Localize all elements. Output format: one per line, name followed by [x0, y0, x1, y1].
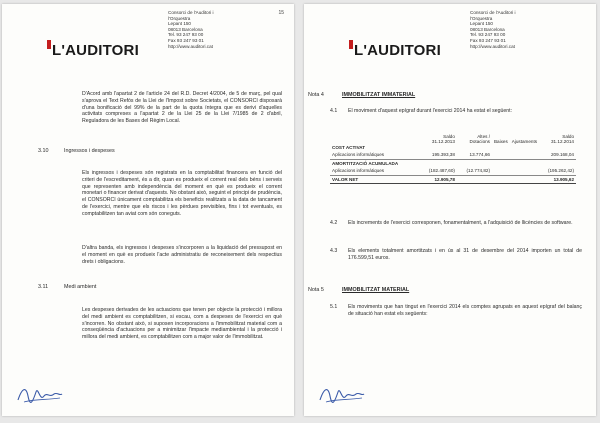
subsection-number: 4.2 — [330, 220, 338, 226]
table-row — [330, 151, 576, 159]
logo-mark-icon — [349, 40, 353, 49]
letterhead-address — [168, 10, 214, 49]
table-body — [330, 144, 576, 184]
table-row — [330, 144, 576, 151]
table-cell-label: Aplicacions informàtiques — [330, 151, 420, 159]
address-line: 08013 Barcelona — [168, 26, 203, 32]
table-header-cell: Saldo 31.12.2014 — [551, 134, 574, 144]
table-cell: 13.774,66 — [457, 151, 492, 159]
subsection-text: Els moviments que han tingut en l'exercici 2014 els comptes agrupats en aquest epígraf del balanç de situació han estat els següents: — [348, 304, 582, 317]
subsection-number: 5.1 — [330, 304, 338, 310]
table-cell — [492, 151, 510, 159]
table-cell — [457, 144, 492, 151]
table-cell — [492, 167, 510, 175]
table-header-row — [330, 134, 576, 144]
subsection-text: El moviment d'aquest epígraf durant l'exercici 2014 ha estat el següent: — [348, 108, 513, 114]
address-line: Tel. 93 247 93 00 — [168, 32, 204, 38]
table-cell — [510, 144, 539, 151]
paragraph: Les despeses derivades de les actuacions que tenen per objecte la protecció i millora del medi ambient es comptabilitzen, si escau, com a despeses de l'exercici en què s'incorren. No obstant això, si suposen incorporacions a l'immobilitzat material com a conseqüència d'actuacions per a minimitzar l'impacte mediambiental i la protecció i millora del medi ambient, es comptabilitzen com a major valor de l'immobilitzat. — [82, 307, 282, 341]
address-line: Consorci de l'Auditori i — [470, 10, 516, 15]
auditori-logo — [349, 40, 441, 59]
table-cell — [539, 144, 576, 151]
table-cell — [457, 159, 492, 167]
logo-mark-icon — [47, 40, 51, 49]
table-cell — [420, 159, 457, 167]
section-heading — [38, 148, 115, 154]
subsection-text: Els elements totalment amortitzats i en ús al 31 de desembre del 2014 importen un total de 176.599,51 euros. — [348, 248, 582, 261]
address-line: l'Orquestra — [470, 15, 493, 21]
movements-table — [330, 134, 576, 184]
logo-text: L'AUDITORI — [52, 42, 139, 59]
document-page-right — [304, 4, 596, 416]
table-cell — [492, 144, 510, 151]
section-title: Ingressos i despeses — [64, 148, 115, 154]
note-number: Nota 5 — [308, 287, 324, 293]
note-title: IMMOBILITZAT IMMATERIAL — [342, 92, 416, 98]
table-cell — [539, 159, 576, 167]
table-header-cell: Ajustaments — [511, 139, 538, 144]
note-number: Nota 4 — [308, 92, 324, 98]
section-number: 3.10 — [38, 148, 49, 154]
signature-icon — [316, 382, 366, 406]
subsection — [330, 248, 582, 262]
subsection — [330, 108, 582, 116]
table-row — [330, 159, 576, 167]
table-cell: (182.487,60) — [420, 167, 457, 175]
paragraph: Els ingressos i despeses són registrats en la comptabilitat financera en funció del criteri de l'escreditament, és a dir, quan es produeix el corrent real dels béns i serveis que representen amb independència del moment en què es produeix el corrent monetari o financer derivat d'aquests. No obstant això, seguint el principi de prudència, el CONSORCI únicament comptabilitza els beneficis realitzats a la data de tancament de l'exercici, mentre que els riscos i les pèrdues previsibles, fins i tot eventuals, es comptabilitzen tan aviat com són coneguts. — [82, 170, 282, 217]
page-number: 15 — [278, 10, 284, 16]
table-cell-label: COST ACTIVAT — [332, 145, 366, 150]
address-line: Lepant 150 — [168, 21, 191, 27]
auditori-logo — [47, 40, 139, 59]
logo-text: L'AUDITORI — [354, 42, 441, 59]
note-title: IMMOBILITZAT MATERIAL — [342, 287, 410, 293]
table-cell: 195.393,38 — [420, 151, 457, 159]
table-cell-label: Aplicacions informàtiques — [330, 167, 420, 175]
table-cell-label: AMORTITZACIÓ ACUMULADA — [332, 160, 399, 166]
note-heading — [308, 287, 409, 293]
table-cell-label: VALOR NET — [330, 175, 420, 183]
signature-icon — [14, 382, 64, 406]
address-line: 08013 Barcelona — [470, 26, 505, 32]
table-cell — [510, 175, 539, 183]
paragraph: D'altra banda, els ingressos i despeses s'incorporen a la liquidació del pressupost en el moment en què es produeix l'acte administratiu de reconeixement dels respectius drets i obligacions. — [82, 245, 282, 265]
address-line: Tel. 93 247 93 00 — [470, 32, 506, 38]
address-line: l'Orquestra — [168, 15, 191, 21]
table-header-cell: Saldo 31.12.2013 — [431, 134, 455, 144]
table-header-cell: Baixes — [493, 139, 508, 144]
section-heading — [38, 284, 96, 290]
table-cell — [492, 159, 510, 167]
table-header-cell — [330, 134, 420, 144]
paragraph: D'Acord amb l'apartat 2 de l'article 24 del R.D. Decret 4/2004, de 5 de març, pel qual s'aprova el Text Refós de la Llei de l'Impost sobre Societats, el CONSORCI disposarà d'una bonificació del 99% de la part de la quota íntegra que es derivi d'aquelles activitats compreses a l'apartat 2 de la Llei 25 de la Llei 7/1985 de 2 d'abril, Reguladora de les Bases del Règim Local. — [82, 91, 282, 125]
table-header-cell: Altes / Dotacions — [469, 134, 490, 144]
table-cell: 13.905,62 — [539, 175, 576, 183]
note-heading — [308, 92, 415, 98]
table-cell: 209.168,04 — [539, 151, 576, 159]
table-cell — [492, 175, 510, 183]
table-cell — [510, 167, 539, 175]
subsection-number: 4.1 — [330, 108, 338, 114]
subsection — [330, 220, 582, 234]
subsection-text: Els increments de l'exercici corresponen, fonamentalment, a l'adquisició de llicències de software. — [348, 220, 573, 226]
table-row — [330, 167, 576, 175]
address-line: http://www.auditori.cat — [470, 43, 515, 49]
document-page-left — [2, 4, 294, 416]
address-line: Consorci de l'Auditori i — [168, 10, 214, 15]
table-cell — [420, 144, 457, 151]
table-cell: 12.905,78 — [420, 175, 457, 183]
subsection — [330, 304, 582, 326]
address-line: Fax 93 247 93 01 — [168, 37, 204, 43]
table-cell: (12.774,82) — [457, 167, 492, 175]
table-cell — [457, 175, 492, 183]
table-cell: (195.262,42) — [539, 167, 576, 175]
section-title: Medi ambient — [64, 284, 97, 290]
letterhead-address — [470, 10, 516, 49]
table-cell — [510, 159, 539, 167]
section-number: 3.11 — [38, 284, 49, 290]
table-row — [330, 175, 576, 183]
address-line: Lepant 150 — [470, 21, 493, 27]
address-line: http://www.auditori.cat — [168, 43, 213, 49]
address-line: Fax 93 247 93 01 — [470, 37, 506, 43]
table-cell — [510, 151, 539, 159]
subsection-number: 4.3 — [330, 248, 338, 254]
